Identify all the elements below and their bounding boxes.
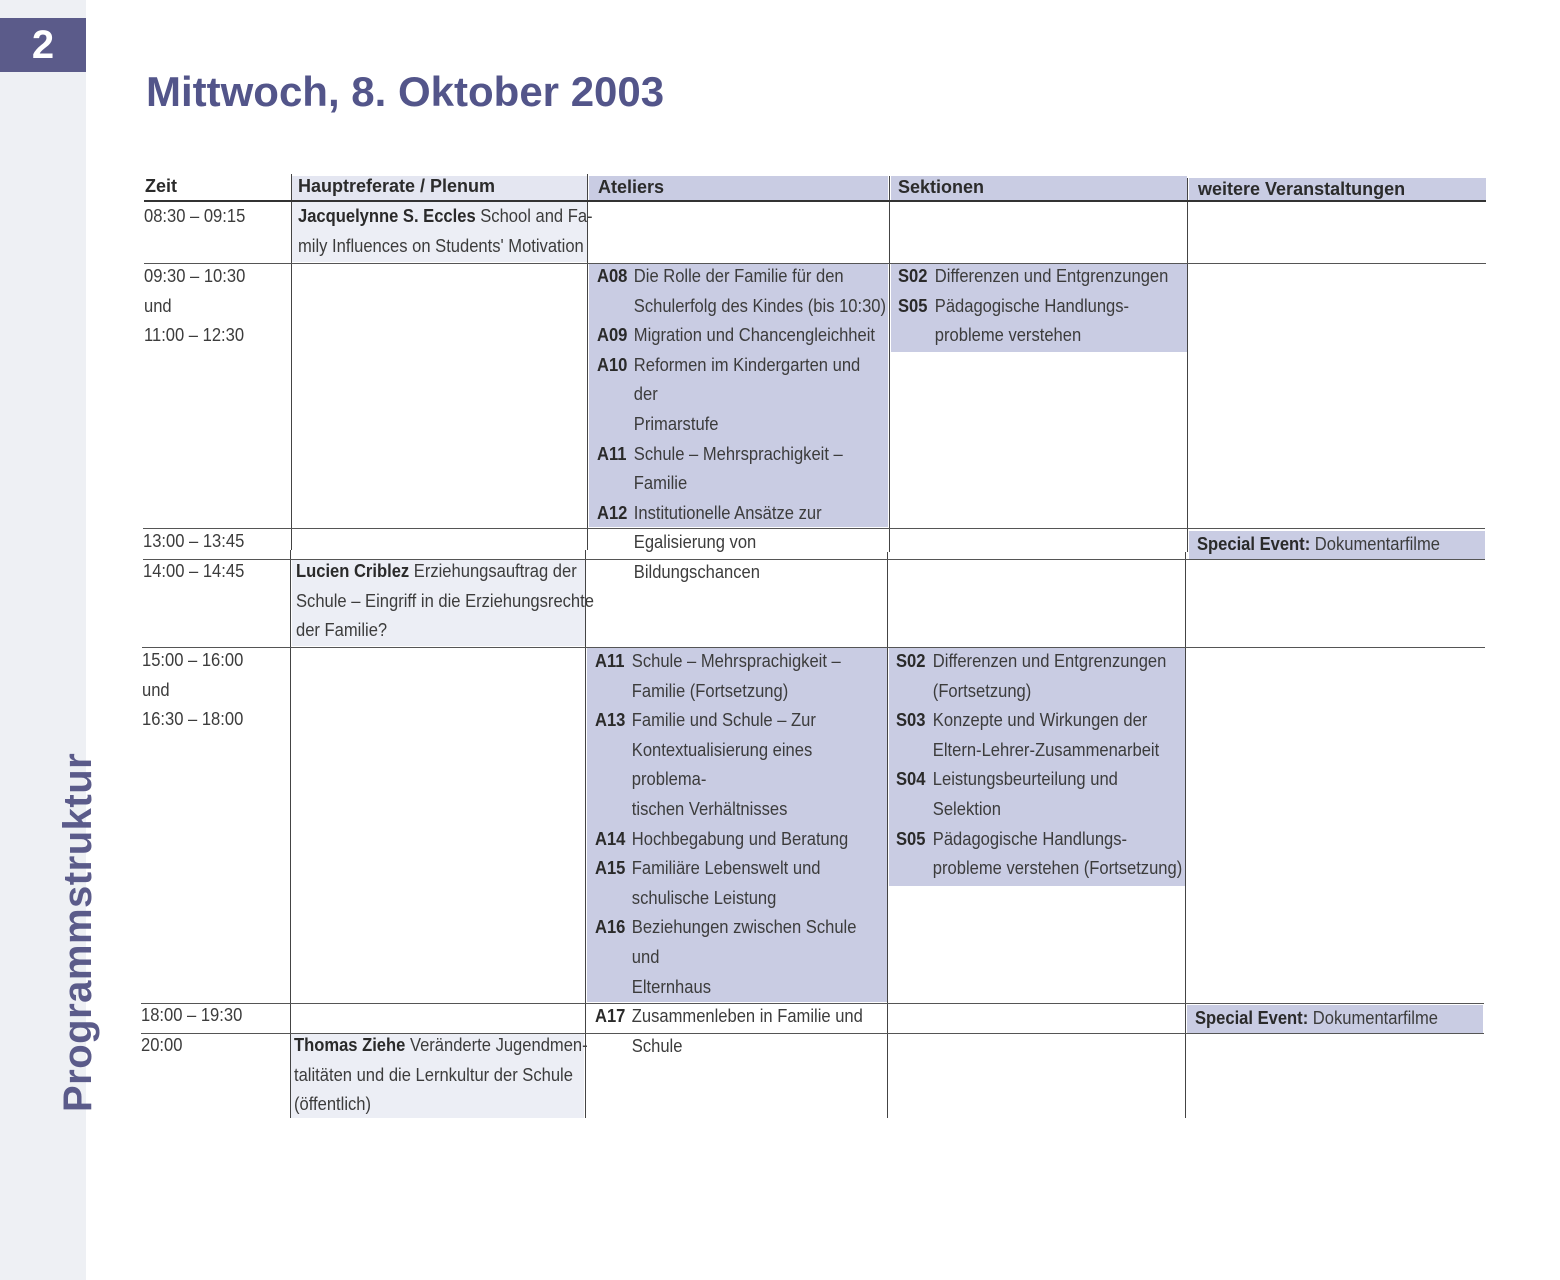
header-haupt: Hauptreferate / Plenum [298, 176, 496, 196]
time-label: und [142, 679, 170, 700]
time-label: 20:00 [141, 1035, 183, 1055]
special-event-label: Special Event: [1197, 534, 1311, 554]
atelier-title: Zusammenleben in Familie und [631, 1006, 863, 1027]
sektion-title: Eltern-Lehrer-Zusammenarbeit [932, 739, 1160, 760]
atelier-title: Institutionelle Ansätze zur [633, 502, 822, 523]
special-event-label: Special Event: [1195, 1008, 1309, 1028]
atelier-code: A15 [595, 858, 626, 879]
sektion-title: Selektion [932, 798, 1001, 819]
lecture-line: Veränderte Jugendmen- [405, 1035, 588, 1055]
atelier-title: tischen Verhältnisses [631, 798, 788, 819]
atelier-entry [595, 1002, 885, 1061]
atelier-title: Elternhaus [631, 976, 711, 997]
time-cell [141, 1031, 182, 1061]
sektion-title: probleme verstehen (Fortsetzung) [932, 858, 1183, 879]
sektionen-cell [898, 262, 1185, 351]
special-event [1195, 1004, 1438, 1034]
header-zeit: Zeit [145, 176, 178, 196]
time-cell [143, 527, 244, 557]
sektion-code: S04 [896, 769, 926, 790]
lecture-line: School and Fa- [475, 206, 593, 226]
header-sektionen: Sektionen [898, 177, 985, 197]
sektion-entry [898, 292, 1185, 351]
atelier-title: Kontextualisierung eines problema- [631, 739, 813, 790]
atelier-entry [597, 351, 887, 440]
sektion-entry [896, 647, 1183, 706]
time-label: und [144, 295, 172, 316]
time-label: 09:30 – 10:30 [144, 266, 246, 286]
page-title: Mittwoch, 8. Oktober 2003 [146, 68, 665, 115]
time-label: 15:00 – 16:00 [142, 650, 244, 670]
sektion-code: S02 [896, 651, 926, 671]
weitere-cell [1197, 530, 1440, 560]
atelier-title: Familie (Fortsetzung) [631, 680, 789, 701]
lecture-line: der Familie? [296, 620, 388, 641]
lecture-text [294, 1031, 588, 1061]
atelier-code: A12 [597, 502, 628, 523]
time-label: 14:00 – 14:45 [143, 561, 245, 581]
speaker-name: Lucien Criblez [296, 561, 410, 581]
atelier-entry [597, 321, 887, 351]
sektion-title: Differenzen und Entgrenzungen [934, 266, 1169, 286]
sektion-entry [896, 706, 1183, 765]
atelier-code: A11 [595, 651, 625, 671]
sektion-title: Pädagogische Handlungs- [934, 295, 1130, 316]
atelier-title: Schulerfolg des Kindes (bis 10:30) [633, 295, 887, 316]
sektion-entry [896, 825, 1183, 884]
lecture-text [296, 557, 594, 587]
sektion-code: S02 [898, 266, 928, 286]
lecture-line: (öffentlich) [294, 1094, 372, 1115]
atelier-title: Primarstufe [633, 413, 719, 434]
time-label: 11:00 – 12:30 [144, 325, 245, 346]
atelier-code: A09 [597, 325, 628, 346]
ateliers-cell [595, 647, 885, 1061]
ateliers-cell [597, 262, 887, 588]
time-label: 13:00 – 13:45 [143, 531, 245, 551]
atelier-title: Beziehungen zwischen Schule und [631, 917, 857, 967]
haupt-cell [296, 557, 594, 646]
special-event-text: Dokumentarfilme [1310, 534, 1440, 554]
speaker-name: Thomas Ziehe [294, 1035, 406, 1055]
column-divider [1187, 178, 1188, 552]
sektion-entry [896, 765, 1183, 824]
atelier-title: Familiäre Lebenswelt und [631, 858, 821, 879]
atelier-code: A17 [595, 1006, 626, 1027]
haupt-cell [294, 1031, 588, 1120]
atelier-title: schulische Leistung [631, 887, 777, 908]
column-divider [889, 176, 890, 552]
sektion-title: probleme verstehen [934, 325, 1082, 346]
time-cell [143, 557, 244, 587]
atelier-title: Migration und Chancengleichheit [633, 325, 875, 346]
atelier-title: Schule – Mehrsprachigkeit – [633, 443, 843, 464]
time-cell [144, 262, 245, 351]
atelier-title: Egalisierung von Bildungschancen [633, 532, 760, 582]
section-label: Programmstruktur [56, 752, 100, 1112]
atelier-title: Hochbegabung und Beratung [631, 828, 849, 849]
sektion-code: S05 [898, 295, 928, 316]
atelier-code: A16 [595, 917, 626, 938]
sektion-code: S05 [896, 828, 926, 849]
sektionen-cell [896, 647, 1183, 884]
time-cell [142, 646, 243, 735]
lecture-line: Erziehungsauftrag der [409, 561, 577, 581]
atelier-title: Die Rolle der Familie für den [633, 266, 844, 286]
time-label: 08:30 – 09:15 [144, 206, 246, 226]
lecture-text [298, 202, 593, 232]
lecture-line: talitäten und die Lernkultur der Schule [294, 1064, 573, 1085]
header-ateliers: Ateliers [598, 177, 665, 197]
atelier-code: A10 [597, 354, 628, 375]
atelier-entry [595, 706, 885, 824]
sektion-title: (Fortsetzung) [932, 680, 1032, 701]
lecture-line: Schule – Eingriff in die Erziehungsrechte [296, 590, 594, 611]
sektion-code: S03 [896, 710, 926, 731]
sektion-title: Pädagogische Handlungs- [932, 828, 1128, 849]
weitere-cell [1195, 1004, 1438, 1034]
atelier-entry [597, 440, 887, 499]
atelier-code: A14 [595, 828, 626, 849]
atelier-entry [597, 499, 887, 588]
atelier-title: Familie und Schule – Zur [631, 710, 816, 731]
atelier-code: A08 [597, 266, 628, 286]
atelier-entry [595, 854, 885, 913]
atelier-code: A11 [597, 443, 627, 464]
lecture-line: mily Influences on Students' Motivation [298, 235, 584, 256]
atelier-title: Reformen im Kindergarten und der [633, 354, 861, 405]
page-number: 2 [0, 18, 86, 72]
sektion-entry [898, 262, 1185, 292]
atelier-entry [595, 647, 885, 706]
time-cell [144, 202, 245, 232]
atelier-code: A13 [595, 710, 626, 731]
atelier-title: Schule [631, 1035, 683, 1056]
special-event [1197, 530, 1440, 560]
speaker-name: Jacquelynne S. Eccles [298, 206, 476, 226]
atelier-entry [595, 825, 885, 855]
time-cell [141, 1001, 242, 1031]
atelier-entry [595, 913, 885, 1002]
special-event-text: Dokumentarfilme [1308, 1008, 1438, 1028]
header-weitere: weitere Veranstaltungen [1198, 179, 1406, 199]
time-label: 16:30 – 18:00 [142, 709, 244, 730]
sektion-title: Leistungsbeurteilung und [932, 769, 1118, 790]
sektion-title: Konzepte und Wirkungen der [932, 710, 1148, 731]
column-divider [291, 174, 292, 550]
sektion-title: Differenzen und Entgrenzungen [932, 651, 1167, 671]
atelier-title: Familie [633, 473, 688, 494]
atelier-title: Schule – Mehrsprachigkeit – [631, 651, 841, 671]
time-label: 18:00 – 19:30 [141, 1005, 243, 1025]
haupt-cell [298, 202, 593, 261]
atelier-entry [597, 262, 887, 321]
